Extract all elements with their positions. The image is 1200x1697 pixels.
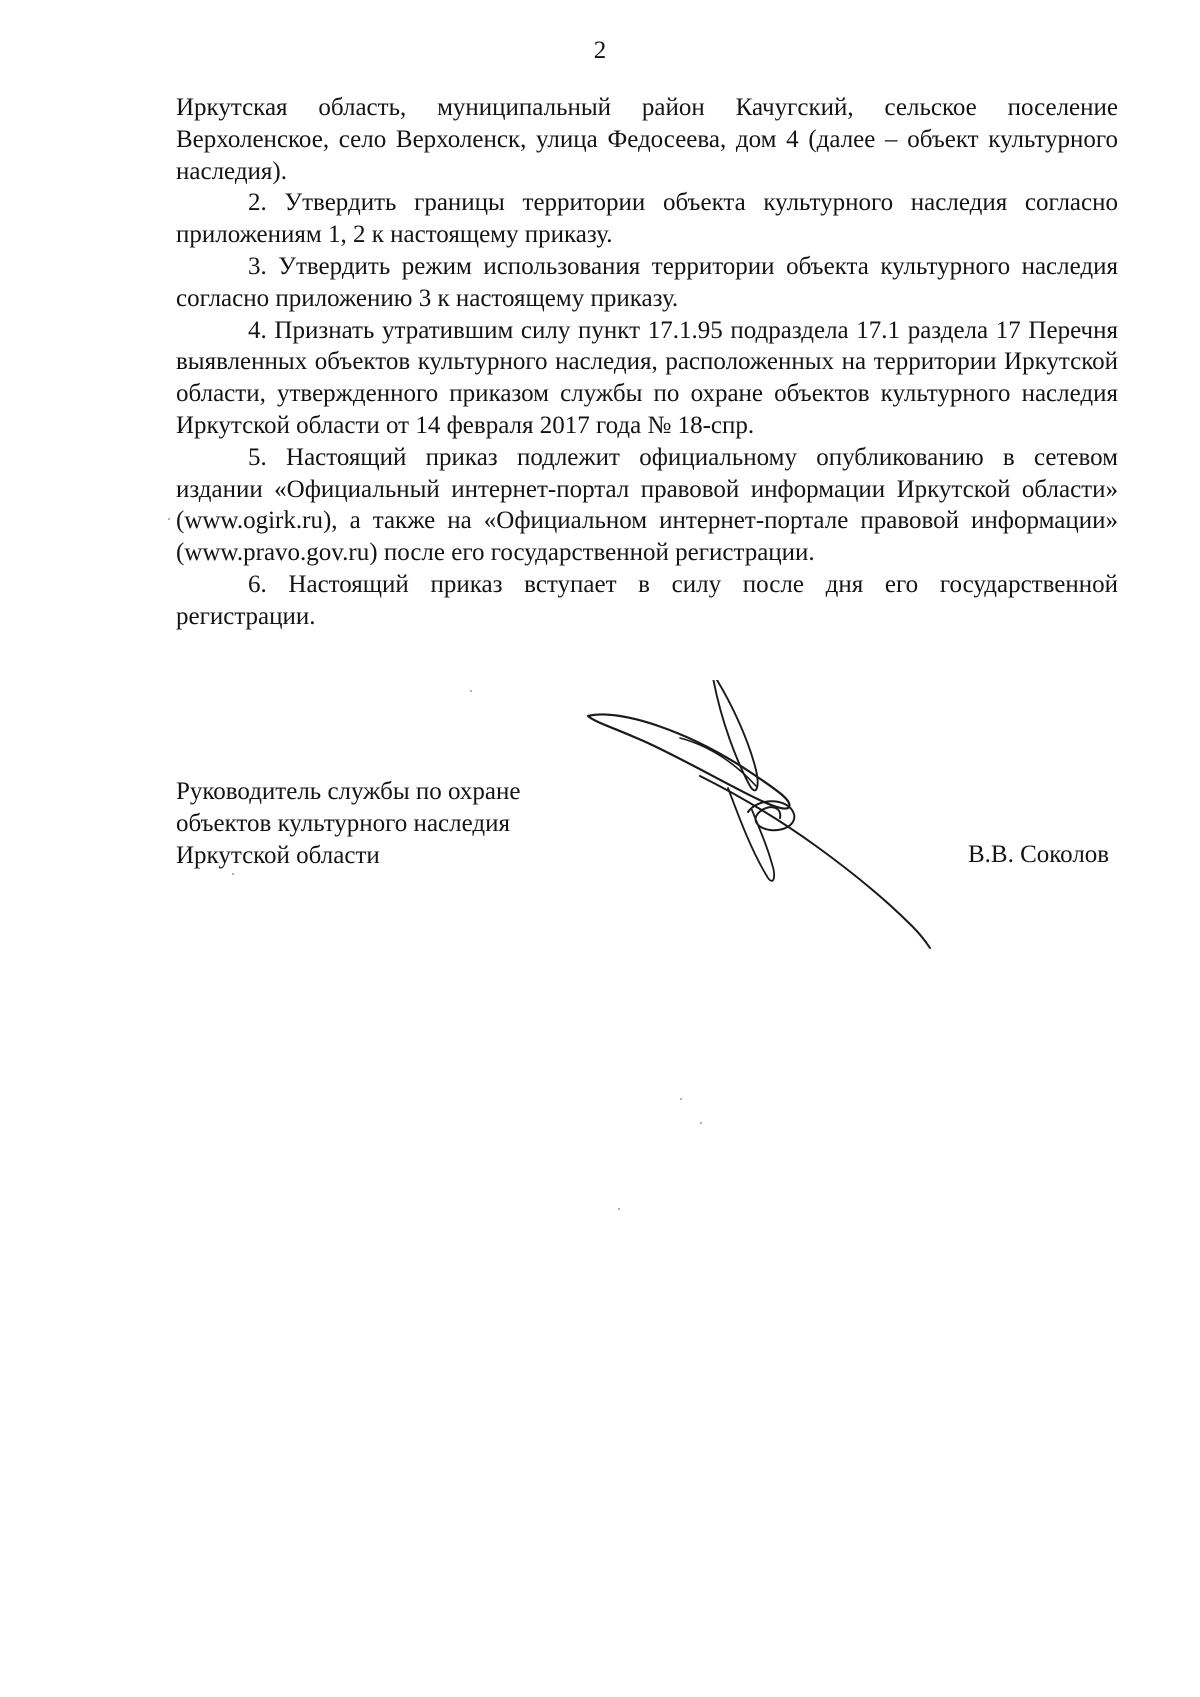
scan-speck <box>700 1122 702 1124</box>
signatory-title <box>176 776 576 871</box>
signatory-title-line: Руководитель службы по охране <box>176 778 521 805</box>
scan-speck <box>168 518 170 520</box>
signatory-name: В.В. Соколов <box>968 841 1110 868</box>
handwritten-signature <box>580 680 940 970</box>
document-body <box>176 92 1118 633</box>
scan-speck <box>680 1098 682 1100</box>
signatory-title-line: Иркутской области <box>176 841 380 869</box>
signatory-title-line: объектов культурного наследия <box>176 809 510 837</box>
scan-speck <box>618 1208 620 1210</box>
paragraph-item-3: 3. Утвердить режим использования территории объекта культурного наследия согласно приложению 3 к настоящему приказу. <box>176 252 1118 312</box>
paragraph-item-6: 6. Настоящий приказ вступает в силу после дня его государственной регистрации. <box>176 570 1118 630</box>
paragraph-item-4: 4. Признать утратившим силу пункт 17.1.95 подраздела 17.1 раздела 17 Перечня выявленных объектов культурного наследия, расположенных на территории Иркутской области, утвержденного приказом службы по охране объектов культурного наследия Иркутской области от 14 февраля 2017 года № 18-спр. <box>176 316 1118 439</box>
paragraph-continuation: Иркутская область, муниципальный район Качугский, сельское поселение Верхоленское, село Верхоленск, улица Федосеева, дом 4 (далее – объект культурного наследия). <box>176 94 1118 185</box>
paragraph-item-5: 5. Настоящий приказ подлежит официальному опубликованию в сетевом издании «Официальный интернет-портал правовой информации Иркутской области» (www.ogirk.ru), а также на «Официальном интернет-портале правовой информации» (www.pravo.gov.ru) после его государственной регистрации. <box>176 443 1118 567</box>
scan-speck <box>470 690 472 692</box>
paragraph-item-2: 2. Утвердить границы территории объекта культурного наследия согласно приложениям 1, 2 к настоящему приказу. <box>176 189 1118 249</box>
page-number: 2 <box>593 37 607 64</box>
scan-speck <box>232 873 234 875</box>
